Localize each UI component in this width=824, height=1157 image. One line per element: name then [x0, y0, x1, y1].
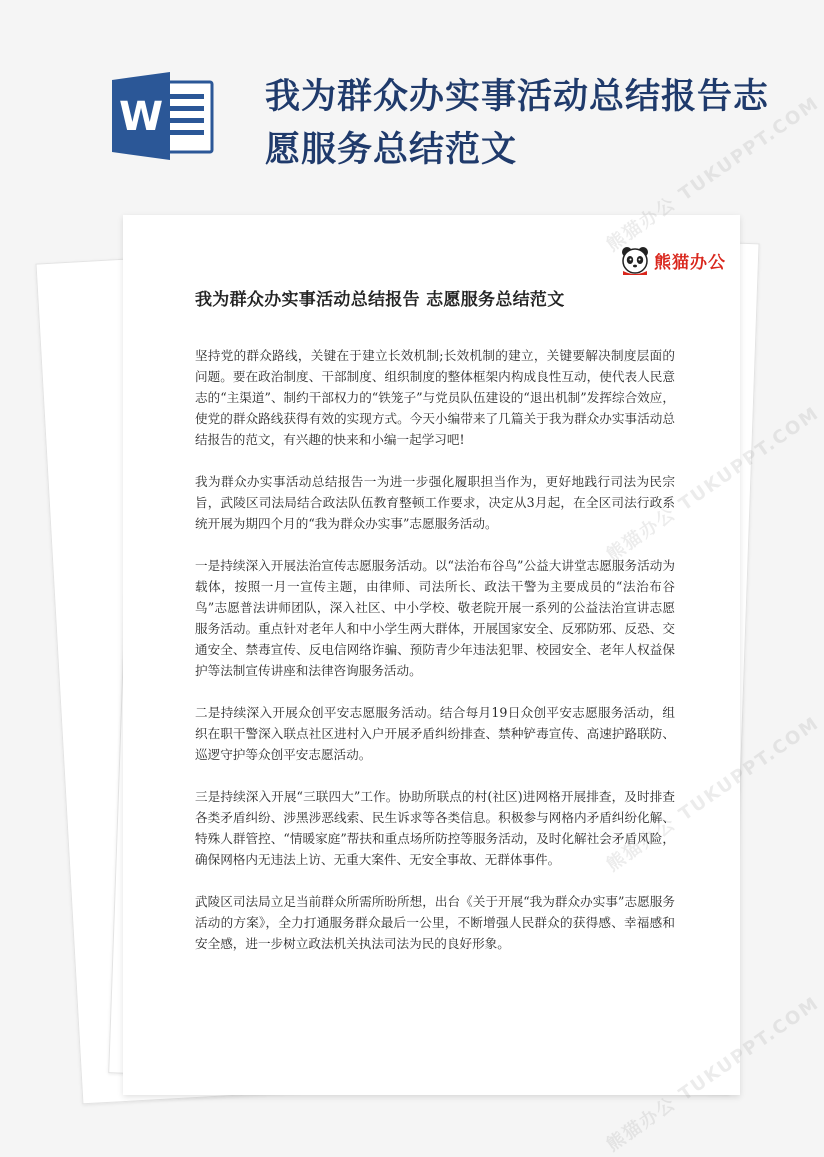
watermark: 熊猫办公 TUKUPPT.COM	[603, 992, 824, 1156]
paragraph: 二是持续深入开展众创平安志愿服务活动。结合每月19日众创平安志愿服务活动，组织在职干警深入联点社区进村入户开展矛盾纠纷排查、禁种铲毒宣传、高速护路联防、巡逻守护等众创平安志愿活动。	[195, 705, 675, 762]
panda-icon	[620, 245, 650, 275]
paragraph: 我为群众办实事活动总结报告一为进一步强化履职担当作为，更好地践行司法为民宗旨，武陵区司法局结合政法队伍教育整顿工作要求，决定从3月起，在全区司法行政系统开展为期四个月的“我为群众办实事”志愿服务活动。	[195, 474, 675, 531]
header-banner	[0, 0, 800, 215]
page-title: 我为群众办实事活动总结报告志愿服务总结范文	[265, 76, 770, 170]
document-page	[123, 215, 740, 1095]
brand-logo	[620, 243, 726, 277]
word-icon-letter: W	[118, 94, 164, 140]
word-document-icon	[112, 72, 212, 160]
paragraph: 一是持续深入开展法治宣传志愿服务活动。以“法治布谷鸟”公益大讲堂志愿服务活动为载体，按照一月一宣传主题，由律师、司法所长、政法干警为主要成员的“法治布谷鸟”志愿普法讲师团队，深入社区、中小学校、敬老院开展一系列的公益法治宣讲志愿服务活动。重点针对老年人和中小学生两大群体，开展国家安全、反邪防邪、反恐、交通安全、禁毒宣传、反电信网络诈骗、预防青少年违法犯罪、校园安全、老年人权益保护等法制宣传讲座和法律咨询服务活动。	[195, 558, 675, 678]
paragraph: 三是持续深入开展“三联四大”工作。协助所联点的村(社区)进网格开展排查，及时排查各类矛盾纠纷、涉黑涉恶线索、民生诉求等各类信息。积极参与网格内矛盾纠纷化解、特殊人群管控、“情暖家庭”帮扶和重点场所防控等服务活动，及时化解社会矛盾风险，确保网格内无违法上访、无重大案件、无安全事故、无群体事件。	[195, 789, 675, 867]
document-body	[195, 345, 675, 975]
paragraph: 坚持党的群众路线，关键在于建立长效机制;长效机制的建立，关键要解决制度层面的问题。要在政治制度、干部制度、组织制度的整体框架内构成良性互动，使代表人民意志的“主渠道”、制约干部权力的“铁笼子”与党员队伍建设的“退出机制”发挥综合效应，使党的群众路线获得有效的实现方式。今天小编带来了几篇关于我为群众办实事活动总结报告的范文，有兴趣的快来和小编一起学习吧!	[195, 348, 675, 447]
paragraph: 武陵区司法局立足当前群众所需所盼所想，出台《关于开展“我为群众办实事”志愿服务活动的方案》，全力打通服务群众最后一公里，不断增强人民群众的获得感、幸福感和安全感，进一步树立政法机关执法司法为民的良好形象。	[195, 894, 675, 951]
watermark: TUKUPPT.COM	[675, 712, 824, 826]
brand-text: 熊猫办公	[654, 252, 726, 273]
document-title: 我为群众办实事活动总结报告 志愿服务总结范文	[195, 290, 565, 310]
